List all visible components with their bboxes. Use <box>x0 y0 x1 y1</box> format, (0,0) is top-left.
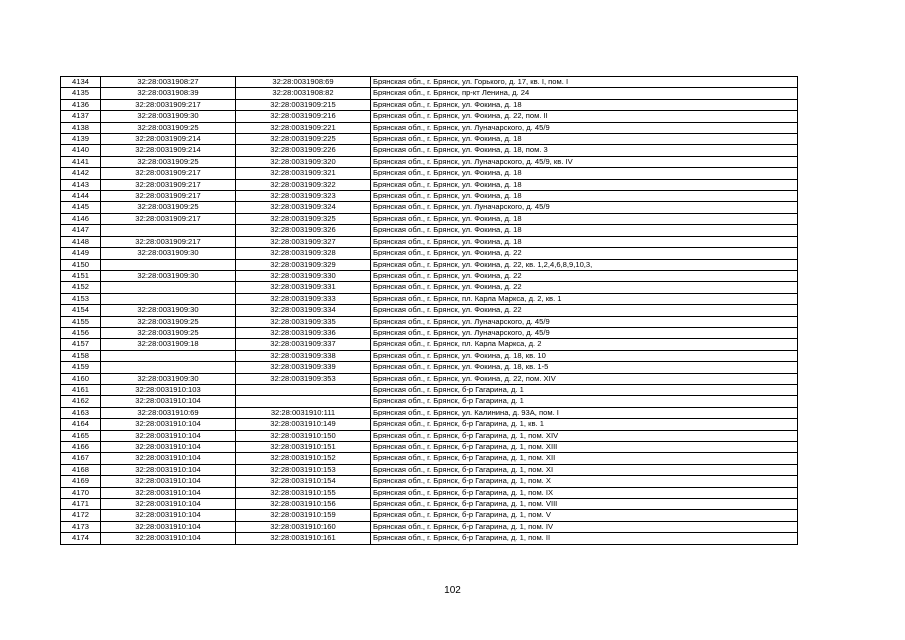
address-cell: Брянская обл., г. Брянск, ул. Фокина, д. 22 <box>371 248 798 259</box>
row-number-cell: 4171 <box>61 499 101 510</box>
parcel-cadastral-number-cell <box>101 293 236 304</box>
table-row <box>61 213 798 224</box>
address-cell: Брянская обл., г. Брянск, ул. Фокина, д. 18 <box>371 225 798 236</box>
address-cell: Брянская обл., г. Брянск, ул. Калинина, д. 93А, пом. I <box>371 407 798 418</box>
table-row <box>61 305 798 316</box>
row-number-cell: 4161 <box>61 384 101 395</box>
object-cadastral-number-cell: 32:28:0031909:326 <box>236 225 371 236</box>
parcel-cadastral-number-cell: 32:28:0031909:25 <box>101 122 236 133</box>
table-row <box>61 396 798 407</box>
address-cell: Брянская обл., г. Брянск, ул. Фокина, д. 22, пом. II <box>371 111 798 122</box>
object-cadastral-number-cell: 32:28:0031909:334 <box>236 305 371 316</box>
address-cell: Брянская обл., г. Брянск, ул. Луначарского, д. 45/9 <box>371 202 798 213</box>
object-cadastral-number-cell: 32:28:0031909:335 <box>236 316 371 327</box>
address-cell: Брянская обл., г. Брянск, ул. Фокина, д. 22 <box>371 282 798 293</box>
object-cadastral-number-cell: 32:28:0031910:159 <box>236 510 371 521</box>
parcel-cadastral-number-cell: 32:28:0031909:217 <box>101 213 236 224</box>
table-row <box>61 99 798 110</box>
address-cell: Брянская обл., г. Брянск, б-р Гагарина, д. 1, кв. 1 <box>371 419 798 430</box>
object-cadastral-number-cell: 32:28:0031909:324 <box>236 202 371 213</box>
row-number-cell: 4154 <box>61 305 101 316</box>
object-cadastral-number-cell: 32:28:0031909:337 <box>236 339 371 350</box>
table-row <box>61 259 798 270</box>
parcel-cadastral-number-cell: 32:28:0031909:25 <box>101 202 236 213</box>
table-body <box>61 77 798 545</box>
row-number-cell: 4151 <box>61 270 101 281</box>
address-cell: Брянская обл., г. Брянск, ул. Луначарского, д. 45/9 <box>371 316 798 327</box>
table-row <box>61 191 798 202</box>
address-cell: Брянская обл., г. Брянск, ул. Луначарского, д. 45/9 <box>371 327 798 338</box>
row-number-cell: 4143 <box>61 179 101 190</box>
table-row <box>61 293 798 304</box>
table-row <box>61 510 798 521</box>
row-number-cell: 4149 <box>61 248 101 259</box>
table-row <box>61 487 798 498</box>
object-cadastral-number-cell: 32:28:0031909:338 <box>236 350 371 361</box>
object-cadastral-number-cell: 32:28:0031910:153 <box>236 464 371 475</box>
parcel-cadastral-number-cell: 32:28:0031908:27 <box>101 77 236 88</box>
parcel-cadastral-number-cell: 32:28:0031910:103 <box>101 384 236 395</box>
row-number-cell: 4157 <box>61 339 101 350</box>
table-row <box>61 362 798 373</box>
table-row <box>61 134 798 145</box>
object-cadastral-number-cell: 32:28:0031909:322 <box>236 179 371 190</box>
object-cadastral-number-cell: 32:28:0031909:226 <box>236 145 371 156</box>
table-row <box>61 327 798 338</box>
parcel-cadastral-number-cell: 32:28:0031910:104 <box>101 499 236 510</box>
object-cadastral-number-cell <box>236 396 371 407</box>
row-number-cell: 4140 <box>61 145 101 156</box>
parcel-cadastral-number-cell: 32:28:0031910:104 <box>101 521 236 532</box>
parcel-cadastral-number-cell <box>101 225 236 236</box>
object-cadastral-number-cell: 32:28:0031909:321 <box>236 168 371 179</box>
object-cadastral-number-cell: 32:28:0031909:216 <box>236 111 371 122</box>
address-cell: Брянская обл., г. Брянск, ул. Фокина, д. 18 <box>371 99 798 110</box>
table-row <box>61 430 798 441</box>
object-cadastral-number-cell: 32:28:0031908:82 <box>236 88 371 99</box>
row-number-cell: 4159 <box>61 362 101 373</box>
object-cadastral-number-cell: 32:28:0031910:160 <box>236 521 371 532</box>
parcel-cadastral-number-cell: 32:28:0031909:30 <box>101 305 236 316</box>
address-cell: Брянская обл., г. Брянск, пр-кт Ленина, д. 24 <box>371 88 798 99</box>
table-row <box>61 248 798 259</box>
object-cadastral-number-cell: 32:28:0031909:328 <box>236 248 371 259</box>
address-cell: Брянская обл., г. Брянск, ул. Фокина, д. 18 <box>371 179 798 190</box>
table-row <box>61 145 798 156</box>
object-cadastral-number-cell: 32:28:0031909:330 <box>236 270 371 281</box>
row-number-cell: 4167 <box>61 453 101 464</box>
page-number: 102 <box>444 585 461 596</box>
address-cell: Брянская обл., г. Брянск, б-р Гагарина, д. 1, пом. XIII <box>371 442 798 453</box>
row-number-cell: 4137 <box>61 111 101 122</box>
address-cell: Брянская обл., г. Брянск, ул. Фокина, д. 18, кв. 1-5 <box>371 362 798 373</box>
parcel-cadastral-number-cell: 32:28:0031909:30 <box>101 270 236 281</box>
row-number-cell: 4139 <box>61 134 101 145</box>
table-row <box>61 476 798 487</box>
object-cadastral-number-cell <box>236 384 371 395</box>
row-number-cell: 4165 <box>61 430 101 441</box>
row-number-cell: 4156 <box>61 327 101 338</box>
address-cell: Брянская обл., г. Брянск, ул. Фокина, д. 18, кв. 10 <box>371 350 798 361</box>
table-row <box>61 533 798 544</box>
table-row <box>61 156 798 167</box>
parcel-cadastral-number-cell <box>101 362 236 373</box>
address-cell: Брянская обл., г. Брянск, б-р Гагарина, д. 1, пом. VIII <box>371 499 798 510</box>
address-cell: Брянская обл., г. Брянск, б-р Гагарина, д. 1, пом. IX <box>371 487 798 498</box>
object-cadastral-number-cell: 32:28:0031909:333 <box>236 293 371 304</box>
parcel-cadastral-number-cell: 32:28:0031909:18 <box>101 339 236 350</box>
row-number-cell: 4169 <box>61 476 101 487</box>
table-row <box>61 77 798 88</box>
address-cell: Брянская обл., г. Брянск, б-р Гагарина, д. 1, пом. X <box>371 476 798 487</box>
table-row <box>61 225 798 236</box>
parcel-cadastral-number-cell: 32:28:0031910:104 <box>101 487 236 498</box>
row-number-cell: 4148 <box>61 236 101 247</box>
object-cadastral-number-cell: 32:28:0031909:329 <box>236 259 371 270</box>
address-cell: Брянская обл., г. Брянск, б-р Гагарина, д. 1, пом. XIV <box>371 430 798 441</box>
row-number-cell: 4145 <box>61 202 101 213</box>
address-cell: Брянская обл., г. Брянск, ул. Фокина, д. 18 <box>371 236 798 247</box>
object-cadastral-number-cell: 32:28:0031909:225 <box>236 134 371 145</box>
table-row <box>61 339 798 350</box>
table-row <box>61 442 798 453</box>
row-number-cell: 4152 <box>61 282 101 293</box>
parcel-cadastral-number-cell: 32:28:0031909:214 <box>101 145 236 156</box>
object-cadastral-number-cell: 32:28:0031909:325 <box>236 213 371 224</box>
row-number-cell: 4153 <box>61 293 101 304</box>
row-number-cell: 4138 <box>61 122 101 133</box>
object-cadastral-number-cell: 32:28:0031909:331 <box>236 282 371 293</box>
table-row <box>61 122 798 133</box>
row-number-cell: 4166 <box>61 442 101 453</box>
object-cadastral-number-cell: 32:28:0031910:152 <box>236 453 371 464</box>
object-cadastral-number-cell: 32:28:0031910:150 <box>236 430 371 441</box>
table-row <box>61 282 798 293</box>
parcel-cadastral-number-cell: 32:28:0031909:25 <box>101 316 236 327</box>
object-cadastral-number-cell: 32:28:0031909:336 <box>236 327 371 338</box>
row-number-cell: 4158 <box>61 350 101 361</box>
row-number-cell: 4134 <box>61 77 101 88</box>
row-number-cell: 4168 <box>61 464 101 475</box>
row-number-cell: 4173 <box>61 521 101 532</box>
table-row <box>61 350 798 361</box>
cadastral-table <box>60 76 798 545</box>
address-cell: Брянская обл., г. Брянск, ул. Луначарского, д. 45/9 <box>371 122 798 133</box>
address-cell: Брянская обл., г. Брянск, б-р Гагарина, д. 1, пом. XI <box>371 464 798 475</box>
object-cadastral-number-cell: 32:28:0031910:149 <box>236 419 371 430</box>
object-cadastral-number-cell: 32:28:0031909:320 <box>236 156 371 167</box>
address-cell: Брянская обл., г. Брянск, ул. Горького, д. 17, кв. I, пом. I <box>371 77 798 88</box>
row-number-cell: 4163 <box>61 407 101 418</box>
parcel-cadastral-number-cell: 32:28:0031909:214 <box>101 134 236 145</box>
table-row <box>61 270 798 281</box>
table-row <box>61 88 798 99</box>
address-cell: Брянская обл., г. Брянск, ул. Луначарского, д. 45/9, кв. IV <box>371 156 798 167</box>
address-cell: Брянская обл., г. Брянск, ул. Фокина, д. 18 <box>371 191 798 202</box>
parcel-cadastral-number-cell: 32:28:0031909:217 <box>101 236 236 247</box>
object-cadastral-number-cell: 32:28:0031908:69 <box>236 77 371 88</box>
parcel-cadastral-number-cell: 32:28:0031910:104 <box>101 464 236 475</box>
parcel-cadastral-number-cell <box>101 259 236 270</box>
object-cadastral-number-cell: 32:28:0031909:353 <box>236 373 371 384</box>
row-number-cell: 4174 <box>61 533 101 544</box>
address-cell: Брянская обл., г. Брянск, б-р Гагарина, д. 1, пом. II <box>371 533 798 544</box>
object-cadastral-number-cell: 32:28:0031910:155 <box>236 487 371 498</box>
parcel-cadastral-number-cell: 32:28:0031909:217 <box>101 179 236 190</box>
parcel-cadastral-number-cell: 32:28:0031909:25 <box>101 156 236 167</box>
table-row <box>61 453 798 464</box>
table-row <box>61 464 798 475</box>
parcel-cadastral-number-cell: 32:28:0031910:104 <box>101 430 236 441</box>
object-cadastral-number-cell: 32:28:0031910:154 <box>236 476 371 487</box>
table-row <box>61 521 798 532</box>
parcel-cadastral-number-cell: 32:28:0031910:104 <box>101 510 236 521</box>
address-cell: Брянская обл., г. Брянск, б-р Гагарина, д. 1, пом. XII <box>371 453 798 464</box>
address-cell: Брянская обл., г. Брянск, ул. Фокина, д. 18, пом. 3 <box>371 145 798 156</box>
object-cadastral-number-cell: 32:28:0031909:215 <box>236 99 371 110</box>
address-cell: Брянская обл., г. Брянск, б-р Гагарина, д. 1, пом. V <box>371 510 798 521</box>
object-cadastral-number-cell: 32:28:0031910:156 <box>236 499 371 510</box>
row-number-cell: 4147 <box>61 225 101 236</box>
parcel-cadastral-number-cell: 32:28:0031909:30 <box>101 373 236 384</box>
object-cadastral-number-cell: 32:28:0031909:327 <box>236 236 371 247</box>
address-cell: Брянская обл., г. Брянск, ул. Фокина, д. 18 <box>371 168 798 179</box>
object-cadastral-number-cell: 32:28:0031909:221 <box>236 122 371 133</box>
address-cell: Брянская обл., г. Брянск, б-р Гагарина, д. 1 <box>371 396 798 407</box>
address-cell: Брянская обл., г. Брянск, пл. Карла Маркса, д. 2 <box>371 339 798 350</box>
row-number-cell: 4162 <box>61 396 101 407</box>
row-number-cell: 4150 <box>61 259 101 270</box>
table-row <box>61 407 798 418</box>
row-number-cell: 4142 <box>61 168 101 179</box>
table-row <box>61 168 798 179</box>
address-cell: Брянская обл., г. Брянск, ул. Фокина, д. 18 <box>371 213 798 224</box>
row-number-cell: 4164 <box>61 419 101 430</box>
row-number-cell: 4170 <box>61 487 101 498</box>
table-row <box>61 111 798 122</box>
table-row <box>61 316 798 327</box>
row-number-cell: 4172 <box>61 510 101 521</box>
parcel-cadastral-number-cell: 32:28:0031909:30 <box>101 111 236 122</box>
table-row <box>61 384 798 395</box>
address-cell: Брянская обл., г. Брянск, ул. Фокина, д. 22 <box>371 305 798 316</box>
row-number-cell: 4144 <box>61 191 101 202</box>
parcel-cadastral-number-cell <box>101 350 236 361</box>
parcel-cadastral-number-cell: 32:28:0031909:217 <box>101 99 236 110</box>
address-cell: Брянская обл., г. Брянск, пл. Карла Маркса, д. 2, кв. 1 <box>371 293 798 304</box>
row-number-cell: 4146 <box>61 213 101 224</box>
table-row <box>61 373 798 384</box>
object-cadastral-number-cell: 32:28:0031910:161 <box>236 533 371 544</box>
address-cell: Брянская обл., г. Брянск, ул. Фокина, д. 22 <box>371 270 798 281</box>
object-cadastral-number-cell: 32:28:0031910:151 <box>236 442 371 453</box>
row-number-cell: 4141 <box>61 156 101 167</box>
parcel-cadastral-number-cell: 32:28:0031910:104 <box>101 533 236 544</box>
address-cell: Брянская обл., г. Брянск, б-р Гагарина, д. 1, пом. IV <box>371 521 798 532</box>
table-row <box>61 236 798 247</box>
object-cadastral-number-cell: 32:28:0031909:323 <box>236 191 371 202</box>
row-number-cell: 4136 <box>61 99 101 110</box>
parcel-cadastral-number-cell: 32:28:0031909:30 <box>101 248 236 259</box>
row-number-cell: 4155 <box>61 316 101 327</box>
parcel-cadastral-number-cell: 32:28:0031909:217 <box>101 168 236 179</box>
address-cell: Брянская обл., г. Брянск, ул. Фокина, д. 22, пом. XIV <box>371 373 798 384</box>
table-row <box>61 499 798 510</box>
parcel-cadastral-number-cell: 32:28:0031908:39 <box>101 88 236 99</box>
parcel-cadastral-number-cell: 32:28:0031910:104 <box>101 442 236 453</box>
object-cadastral-number-cell: 32:28:0031909:339 <box>236 362 371 373</box>
parcel-cadastral-number-cell: 32:28:0031910:104 <box>101 453 236 464</box>
object-cadastral-number-cell: 32:28:0031910:111 <box>236 407 371 418</box>
row-number-cell: 4160 <box>61 373 101 384</box>
parcel-cadastral-number-cell: 32:28:0031910:104 <box>101 476 236 487</box>
parcel-cadastral-number-cell: 32:28:0031910:69 <box>101 407 236 418</box>
address-cell: Брянская обл., г. Брянск, ул. Фокина, д. 18 <box>371 134 798 145</box>
address-cell: Брянская обл., г. Брянск, ул. Фокина, д. 22, кв. 1,2,4,6,8,9,10,3, <box>371 259 798 270</box>
parcel-cadastral-number-cell: 32:28:0031910:104 <box>101 419 236 430</box>
table-row <box>61 202 798 213</box>
table-row <box>61 179 798 190</box>
table-row <box>61 419 798 430</box>
row-number-cell: 4135 <box>61 88 101 99</box>
parcel-cadastral-number-cell: 32:28:0031910:104 <box>101 396 236 407</box>
parcel-cadastral-number-cell <box>101 282 236 293</box>
parcel-cadastral-number-cell: 32:28:0031909:217 <box>101 191 236 202</box>
address-cell: Брянская обл., г. Брянск, б-р Гагарина, д. 1 <box>371 384 798 395</box>
parcel-cadastral-number-cell: 32:28:0031909:25 <box>101 327 236 338</box>
